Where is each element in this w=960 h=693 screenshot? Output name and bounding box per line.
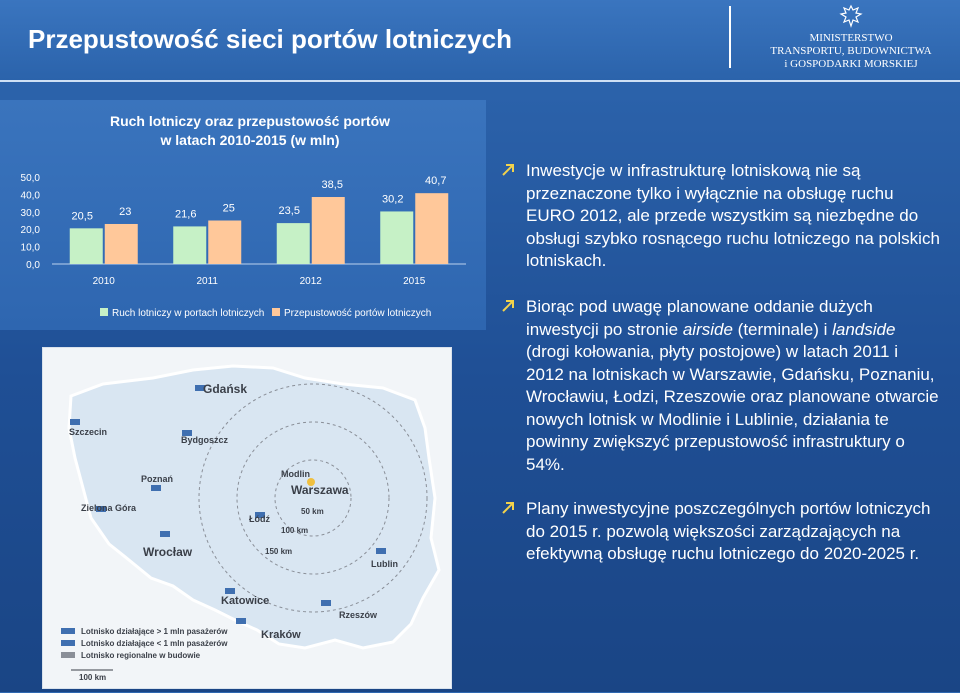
city-modlin: Modlin [281,469,310,479]
ring-label-100: 100 km [281,526,309,535]
bullet-arrow-icon [500,162,516,178]
bullet-arrow-icon [500,298,516,314]
chart-title-line-2: w latach 2010-2015 (w mln) [160,132,340,148]
x-tick-label: 2015 [403,276,426,287]
bullet-item-3 [500,498,940,566]
city-szczecin: Szczecin [69,427,108,437]
city-lublin: Lublin [371,559,398,569]
bullet-text-3: Plany inwestycyjne poszczególnych portów lotniczych do 2015 r. pozwolą większości zarządzających na efektywną obsługę ruchu lotniczego do 2020-2025 r. [526,499,931,563]
ministry-logo [756,4,946,76]
ring-label-50: 50 km [301,507,324,516]
ministry-line-3: i GOSPODARKI MORSKIEJ [784,58,918,70]
bar-value-label: 23 [119,205,132,218]
bullet-item-2 [500,296,940,476]
city-bydgoszcz: Bydgoszcz [181,435,229,445]
poland-airport-map [42,347,452,689]
legend-swatch [272,308,280,316]
map-scale-label: 100 km [79,673,107,682]
bullet-text-2-landside: landside [832,319,896,339]
city-rzeszow: Rzeszów [339,610,378,620]
y-tick-label: 20,0 [20,225,40,237]
ministry-divider [729,6,731,68]
bar-capacity [105,224,138,264]
bar-value-label: 20,5 [71,210,93,223]
bar-value-label: 38,5 [321,179,343,192]
y-tick-label: 50,0 [20,173,40,184]
city-lodz: Łódź [249,514,270,524]
ministry-line-2: TRANSPORTU, BUDOWNICTWA [770,45,932,57]
bar-capacity [415,193,448,264]
ministry-line-1: MINISTERSTWO [809,32,893,44]
legend-label: Ruch lotniczy w portach lotniczych [112,308,265,319]
bar-traffic [277,223,310,264]
x-tick-label: 2011 [196,276,219,287]
bullet-text-2-airside: airside [682,319,733,339]
x-tick-label: 2012 [299,276,322,287]
city-krakow: Kraków [261,629,301,641]
city-poznan: Poznań [141,474,174,484]
map-legend-item-2: Lotnisko działające < 1 mln pasażerów [81,639,228,648]
bullet-text-1: Inwestycje w infrastrukturę lotniskową nie są przeznaczone tylko i wyłącznie na obsługę ruchu EURO 2012, ale przede wszystkim są niezbędne do obsługi szybko rosnącego ruchu lotniczego na polskich lotniskach. [526,161,940,270]
city-warszawa: Warszawa [291,483,349,497]
legend-swatch [100,308,108,316]
bar-chart [0,100,486,330]
y-tick-label: 10,0 [20,242,40,254]
ring-label-150: 150 km [265,547,293,556]
y-tick-label: 40,0 [20,190,40,202]
map-legend-item-3: Lotnisko regionalne w budowie [81,651,201,660]
eagle-emblem-icon [839,4,863,30]
bullet-text-2c: (terminale) i [732,319,833,339]
bar-capacity [312,197,345,264]
chart-panel [0,100,486,330]
bullet-text-2a: Biorąc pod uwagę planowane oddanie dużych inwestycji po stronie [526,297,873,339]
map-legend-item-1: Lotnisko działające > 1 mln pasażerów [81,627,228,636]
bar-value-label: 25 [222,202,235,215]
bullet-arrow-icon [500,500,516,516]
bullet-text-2e: (drogi kołowania, płyty postojowe) w latach 2011 i 2012 na lotniskach w Warszawie, Gdańsku, Poznaniu, Wrocławiu, Łodzi, Rzeszowie oraz planowane otwarcie nowych lotnisk w Modlinie i Lublinie, działania te powinny zwiększyć przepustowość infrastruktury o 54%. [526,342,939,474]
bar-value-label: 40,7 [425,175,447,188]
bar-value-label: 21,6 [175,208,197,221]
bullet-item-1 [500,160,940,273]
bar-traffic [70,228,103,264]
bar-value-label: 30,2 [382,193,404,206]
bar-traffic [173,226,206,264]
city-gdansk: Gdańsk [203,382,248,396]
map-graphic [43,348,451,688]
city-wroclaw: Wrocław [143,545,193,559]
bar-capacity [208,221,241,265]
x-tick-label: 2010 [92,276,115,287]
y-tick-label: 30,0 [20,207,40,219]
y-tick-label: 0,0 [26,260,40,271]
chart-title-line-1: Ruch lotniczy oraz przepustowość portów [109,113,391,129]
city-katowice: Katowice [221,595,270,607]
city-zielona-gora: Zielona Góra [81,503,137,513]
legend-label: Przepustowość portów lotniczych [284,308,432,319]
bar-traffic [380,211,413,264]
slide-title: Przepustowość sieci portów lotniczych [28,24,512,54]
slide-header [0,0,960,82]
map-legend [61,627,228,682]
bar-value-label: 23,5 [278,205,300,218]
